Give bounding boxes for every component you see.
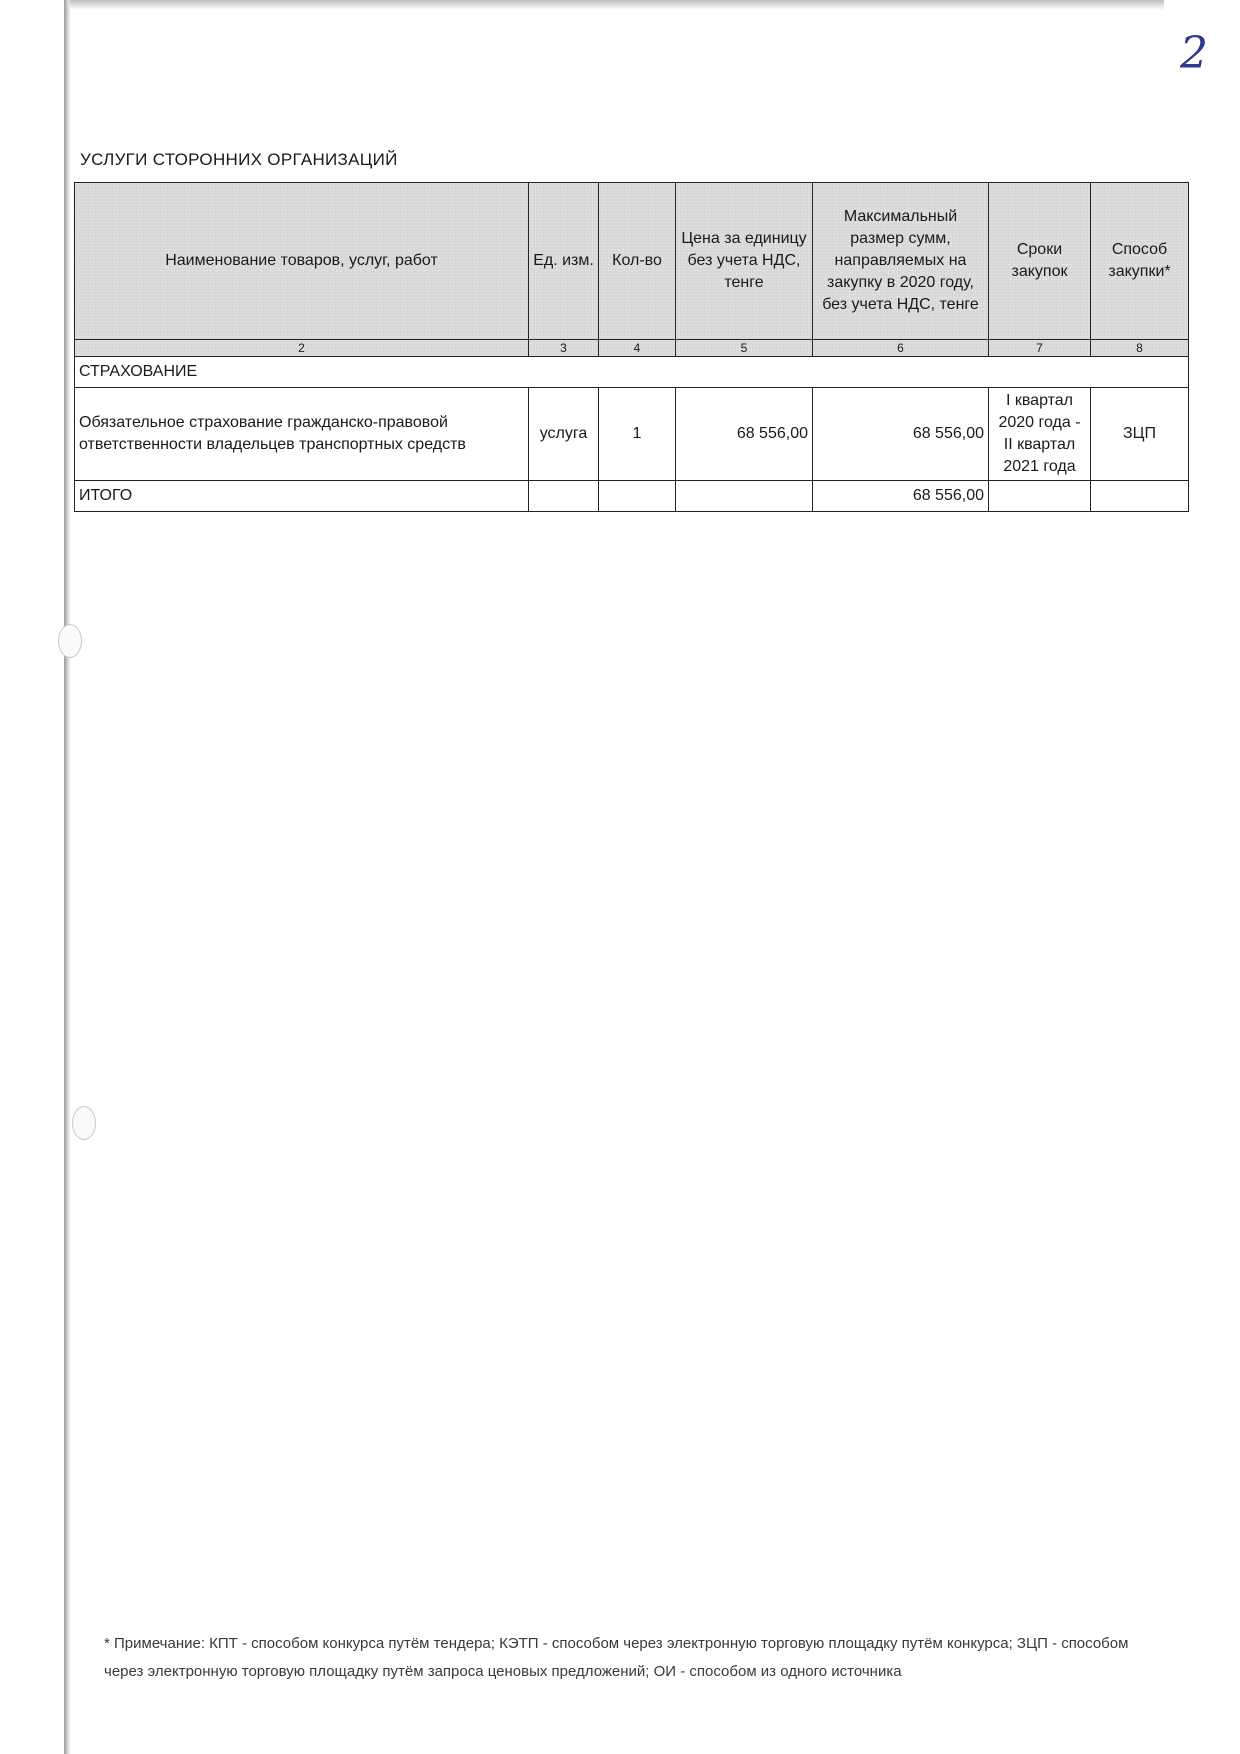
punch-hole-upper	[58, 624, 82, 658]
section-row	[75, 357, 1189, 388]
column-number: 5	[676, 340, 813, 357]
column-number-row	[75, 340, 1189, 357]
total-max-amount: 68 556,00	[813, 481, 989, 512]
scan-edge-top	[64, 0, 1164, 10]
section-title: УСЛУГИ СТОРОННИХ ОРГАНИЗАЦИЙ	[80, 150, 398, 169]
header-terms: Сроки закупок	[989, 183, 1091, 340]
footnote: * Примечание: КПТ - способом конкурса путём тендера; КЭТП - способом через электронную торговую площадку путём конкурса; ЗЦП - способом через электронную торговую площадку путём запроса ценовых предложений; ОИ - способом из одного источника	[104, 1635, 1129, 1680]
column-number: 6	[813, 340, 989, 357]
section-label: СТРАХОВАНИЕ	[75, 357, 1189, 388]
header-name: Наименование товаров, услуг, работ	[75, 183, 529, 340]
column-number: 7	[989, 340, 1091, 357]
punch-hole-lower	[72, 1106, 96, 1140]
table-row	[75, 388, 1189, 481]
cell-name: Обязательное страхование гражданско-правовой ответственности владельцев транспортных средств	[75, 388, 529, 481]
total-empty-cell	[529, 481, 599, 512]
total-label: ИТОГО	[75, 481, 529, 512]
header-qty: Кол-во	[599, 183, 676, 340]
header-unit-price: Цена за единицу без учета НДС, тенге	[676, 183, 813, 340]
cell-method: ЗЦП	[1091, 388, 1189, 481]
cell-terms: I квартал 2020 года - II квартал 2021 года	[989, 388, 1091, 481]
total-row	[75, 481, 1189, 512]
column-number: 3	[529, 340, 599, 357]
cell-unit: услуга	[529, 388, 599, 481]
total-empty-cell	[599, 481, 676, 512]
handwritten-page-number: 2	[1180, 28, 1208, 79]
column-number: 8	[1091, 340, 1189, 357]
column-number: 2	[75, 340, 529, 357]
procurement-table	[74, 182, 1189, 512]
total-empty-cell	[989, 481, 1091, 512]
column-number: 4	[599, 340, 676, 357]
cell-max-amount: 68 556,00	[813, 388, 989, 481]
header-unit: Ед. изм.	[529, 183, 599, 340]
cell-unit-price: 68 556,00	[676, 388, 813, 481]
total-empty-cell	[676, 481, 813, 512]
header-max-amount: Максимальный размер сумм, направляемых на закупку в 2020 году, без учета НДС, тенге	[813, 183, 989, 340]
scan-edge-left	[64, 0, 71, 1754]
total-empty-cell	[1091, 481, 1189, 512]
header-method: Способ закупки*	[1091, 183, 1189, 340]
cell-qty: 1	[599, 388, 676, 481]
header-row	[75, 183, 1189, 340]
